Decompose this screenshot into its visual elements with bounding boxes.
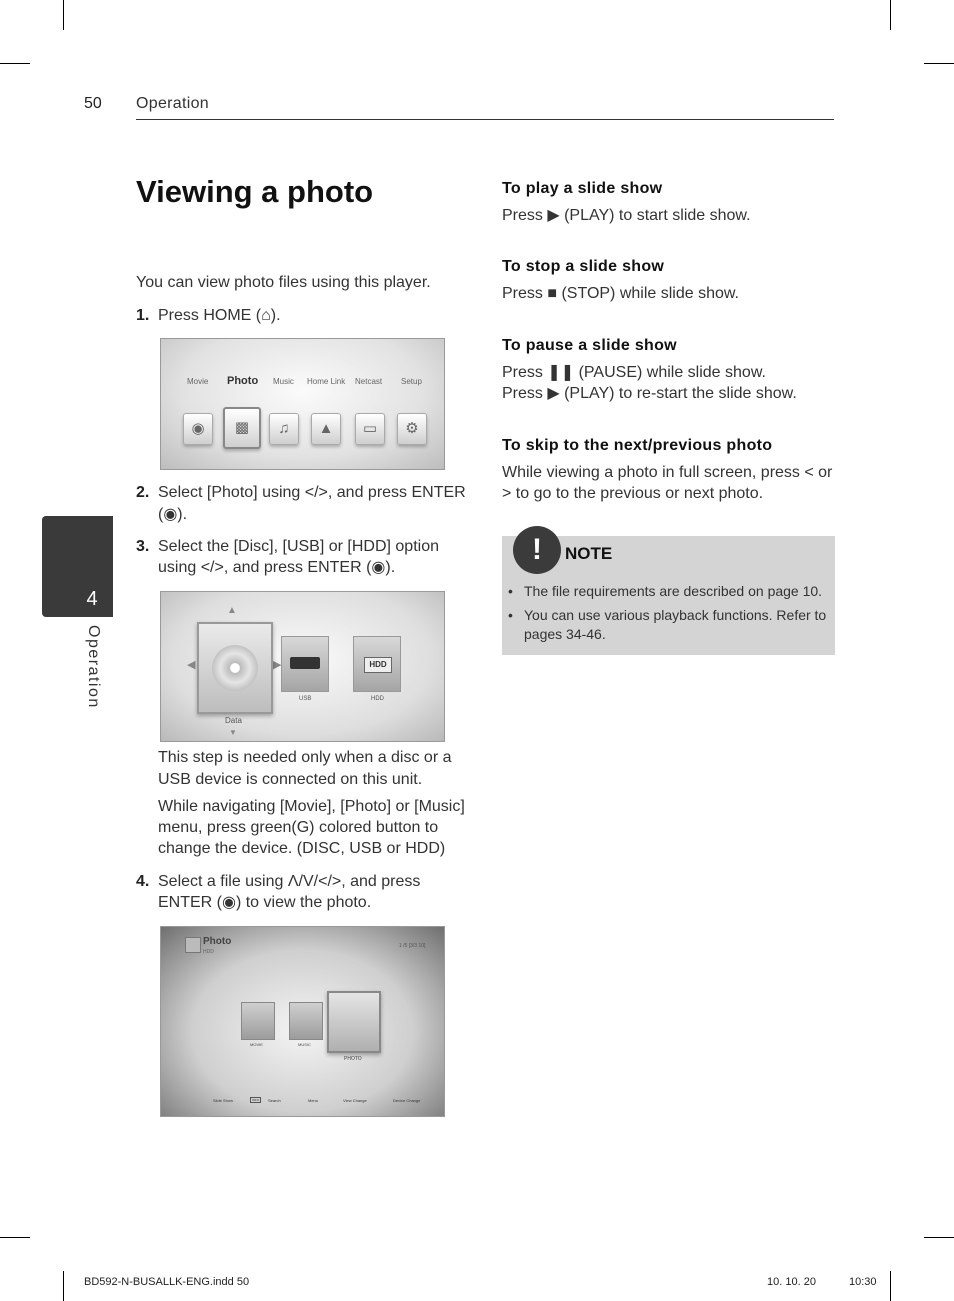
page-number: 50 xyxy=(84,95,102,112)
pause-slideshow-text-1: Press ❚❚ (PAUSE) while slide show. xyxy=(502,364,766,381)
device-select-screenshot xyxy=(160,591,445,742)
step-3-number: 3. xyxy=(136,538,150,555)
note-bullet-1: • xyxy=(508,583,513,599)
skip-photo-text-2: > to go to the previous or next photo. xyxy=(502,485,764,502)
down-arrow-icon: ▼ xyxy=(229,728,237,737)
view-change-hint: View Change xyxy=(343,1098,367,1103)
step-3-line1: Select the [Disc], [USB] or [HDD] option xyxy=(158,538,439,555)
footer-filename: BD592-N-BUSALLK-ENG.indd 50 xyxy=(84,1276,250,1288)
footer-date: 10. 10. 20 xyxy=(767,1276,816,1288)
folder-music-label: MUSIC xyxy=(298,1042,311,1047)
folder-music-tile xyxy=(289,1002,323,1040)
folder-photo-label: PHOTO xyxy=(344,1056,362,1062)
stop-slideshow-heading: To stop a slide show xyxy=(502,258,665,275)
note-item-2-line2: pages 34-46. xyxy=(524,626,606,642)
browser-counter: 1 /5 [3/3 10] xyxy=(399,943,426,949)
intro-text: You can view photo files using this player. xyxy=(136,274,431,291)
movie-icon: ◉ xyxy=(183,413,213,445)
crop-mark-top-left-v xyxy=(63,0,64,30)
photo-app-icon xyxy=(185,937,201,953)
stop-slideshow-text: Press ■ (STOP) while slide show. xyxy=(502,285,739,302)
pause-slideshow-heading: To pause a slide show xyxy=(502,337,677,354)
note-title: NOTE xyxy=(565,544,613,563)
page-title: Viewing a photo xyxy=(136,174,374,209)
note-bullet-2: • xyxy=(508,607,513,623)
data-disc-tile xyxy=(197,622,273,714)
crop-mark-bottom-right-v xyxy=(890,1271,891,1301)
folder-movie-tile xyxy=(241,1002,275,1040)
step-4-line1: Select a file using Λ/V/</>, and press xyxy=(158,873,421,890)
step-3-line2: using </>, and press ENTER (◉). xyxy=(158,559,396,576)
step-3-note-2-line2: menu, press green(G) colored button to xyxy=(158,819,439,836)
skip-photo-text-1: While viewing a photo in full screen, press < or xyxy=(502,464,833,481)
step-2-line1: Select [Photo] using </>, and press ENTER xyxy=(158,484,466,501)
note-item-1: The file requirements are described on page 10. xyxy=(524,583,823,599)
step-3-note-2-line3: change the device. (DISC, USB or HDD) xyxy=(158,840,446,857)
crop-mark-bottom-left-v xyxy=(63,1271,64,1301)
chapter-number: 4 xyxy=(86,588,98,610)
home-link-icon: ▲ xyxy=(311,413,341,445)
note-item-2-line1: You can use various playback functions. Refer to xyxy=(524,607,827,623)
footer-time: 10:30 xyxy=(849,1276,877,1288)
photo-browser-screenshot xyxy=(160,926,445,1117)
menu-photo-label: Photo xyxy=(227,375,259,387)
crop-mark-top-left-h xyxy=(0,63,30,64)
music-icon: ♫ xyxy=(269,413,299,445)
step-4-number: 4. xyxy=(136,873,150,890)
skip-photo-heading: To skip to the next/previous photo xyxy=(502,437,773,454)
folder-movie-label: MOVIE xyxy=(250,1042,263,1047)
disc-icon xyxy=(212,645,258,691)
exclamation-icon: ! xyxy=(513,526,561,574)
browser-title: Photo xyxy=(203,936,232,947)
device-usb-label: USB xyxy=(299,696,312,702)
search-hint: Search xyxy=(268,1098,281,1103)
menu-setup-label: Setup xyxy=(401,377,422,386)
step-2-number: 2. xyxy=(136,484,150,501)
chapter-label: Operation xyxy=(85,625,102,709)
info-key-badge: INFO xyxy=(252,1098,260,1102)
crop-mark-top-right-h xyxy=(924,63,954,64)
header-rule xyxy=(136,119,834,120)
netcast-icon: ▭ xyxy=(355,413,385,445)
step-3-note-1-line2: USB device is connected on this unit. xyxy=(158,771,423,788)
menu-music-label: Music xyxy=(273,377,294,386)
hdd-badge: HDD xyxy=(364,657,392,673)
device-data-label: Data xyxy=(225,716,242,725)
home-menu-screenshot xyxy=(160,338,445,470)
menu-netcast-label: Netcast xyxy=(355,377,383,386)
crop-mark-bottom-left-h xyxy=(0,1237,30,1238)
crop-mark-top-right-v xyxy=(890,0,891,30)
hdd-tile xyxy=(353,636,401,692)
device-hdd-label: HDD xyxy=(371,696,384,702)
photo-icon: ▩ xyxy=(223,407,261,449)
step-3-note-2-line1: While navigating [Movie], [Photo] or [Music] xyxy=(158,798,465,815)
pause-slideshow-text-2: Press ▶ (PLAY) to re-start the slide show. xyxy=(502,385,797,402)
step-3-note-1-line1: This step is needed only when a disc or a xyxy=(158,749,452,766)
usb-icon xyxy=(290,657,320,669)
step-2-line2: (◉). xyxy=(158,506,188,523)
play-slideshow-heading: To play a slide show xyxy=(502,180,663,197)
step-1-number: 1. xyxy=(136,307,150,324)
folder-photo-tile xyxy=(327,991,381,1053)
browser-subtitle: HDD xyxy=(203,949,214,955)
section-header: Operation xyxy=(136,95,209,112)
usb-tile xyxy=(281,636,329,692)
slide-show-hint: Slide Show xyxy=(213,1098,234,1103)
right-arrow-icon: ▶ xyxy=(273,659,282,671)
play-slideshow-text: Press ▶ (PLAY) to start slide show. xyxy=(502,207,751,224)
setup-icon: ⚙ xyxy=(397,413,427,445)
left-arrow-icon: ◀ xyxy=(187,659,196,671)
up-arrow-icon: ▲ xyxy=(227,605,237,616)
step-1-text: Press HOME (⌂). xyxy=(158,307,281,324)
crop-mark-bottom-right-h xyxy=(924,1237,954,1238)
menu-homelink-label: Home Link xyxy=(307,377,346,386)
menu-movie-label: Movie xyxy=(187,377,209,386)
menu-hint: Menu xyxy=(308,1098,319,1103)
device-change-hint: Device Change xyxy=(393,1098,421,1103)
step-4-line2: ENTER (◉) to view the photo. xyxy=(158,894,372,911)
